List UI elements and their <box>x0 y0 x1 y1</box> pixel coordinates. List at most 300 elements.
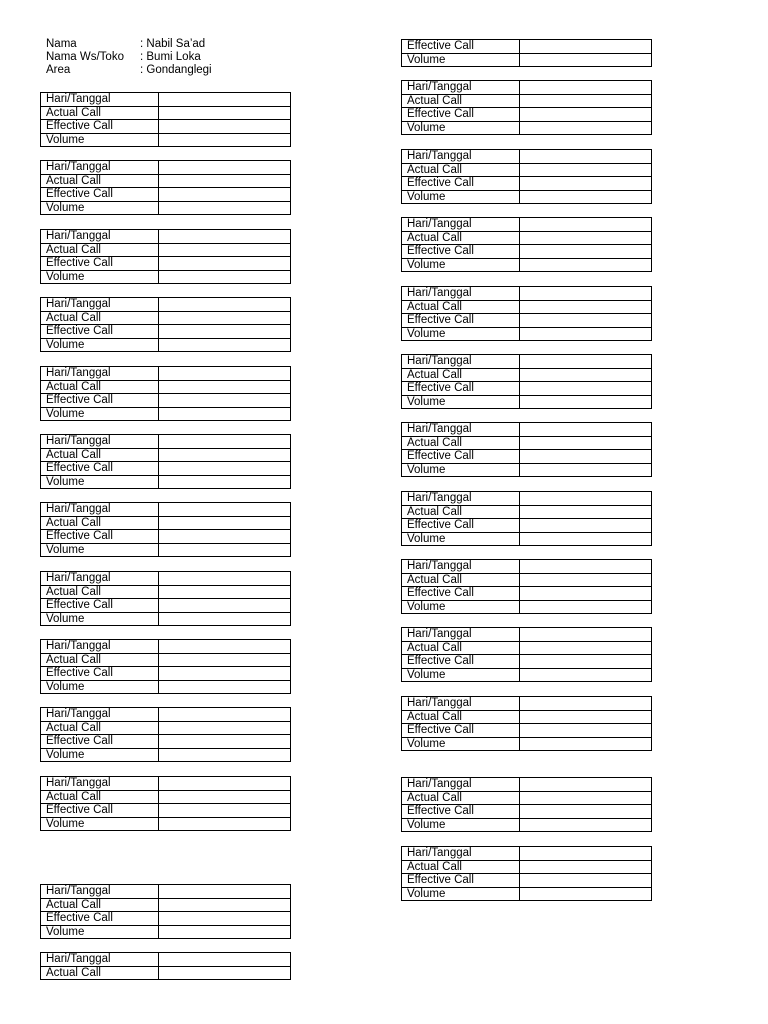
table-row <box>402 382 652 396</box>
call-log-table <box>401 777 652 832</box>
area-label: Area <box>46 64 71 76</box>
call-log-table <box>40 776 291 831</box>
identity-header <box>46 38 212 77</box>
row-value-cell[interactable] <box>159 804 291 818</box>
area-value: : Gondanglegi <box>140 64 212 76</box>
table-row <box>402 573 652 587</box>
table-row <box>402 108 652 122</box>
table-row <box>402 121 652 135</box>
table-row <box>402 641 652 655</box>
table-row <box>41 503 291 517</box>
table-row <box>41 462 291 476</box>
table-row <box>41 407 291 421</box>
table-row <box>402 300 652 314</box>
row-value-cell[interactable] <box>159 925 291 939</box>
store-row <box>46 51 212 64</box>
row-label: Volume <box>41 201 159 215</box>
row-label: Actual Call <box>402 641 520 655</box>
table-row <box>41 530 291 544</box>
row-value-cell[interactable] <box>159 503 291 517</box>
row-value-cell[interactable] <box>159 270 291 284</box>
row-label: Effective Call <box>402 655 520 669</box>
table-row <box>402 150 652 164</box>
row-label: Volume <box>41 133 159 147</box>
row-value-cell[interactable] <box>159 653 291 667</box>
row-value-cell[interactable] <box>520 587 652 601</box>
row-value-cell[interactable] <box>520 641 652 655</box>
row-value-cell[interactable] <box>159 898 291 912</box>
row-label: Effective Call <box>402 177 520 191</box>
row-value-cell[interactable] <box>159 133 291 147</box>
table-row <box>41 380 291 394</box>
table-row <box>402 887 652 901</box>
row-value-cell[interactable] <box>159 201 291 215</box>
row-value-cell[interactable] <box>159 298 291 312</box>
row-label: Actual Call <box>402 860 520 874</box>
row-value-cell[interactable] <box>520 492 652 506</box>
row-label: Actual Call <box>402 300 520 314</box>
table-row <box>41 612 291 626</box>
call-log-table <box>401 80 652 135</box>
row-label: Volume <box>41 338 159 352</box>
row-value-cell[interactable] <box>520 314 652 328</box>
row-value-cell[interactable] <box>520 382 652 396</box>
row-label: Effective Call <box>402 382 520 396</box>
table-row <box>402 532 652 546</box>
table-row <box>402 492 652 506</box>
row-label: Volume <box>402 121 520 135</box>
row-value-cell[interactable] <box>159 257 291 271</box>
row-value-cell[interactable] <box>520 655 652 669</box>
row-value-cell[interactable] <box>520 81 652 95</box>
table-row <box>41 325 291 339</box>
table-row <box>402 668 652 682</box>
row-label: Actual Call <box>41 448 159 462</box>
row-value-cell[interactable] <box>159 243 291 257</box>
table-row <box>41 572 291 586</box>
table-row <box>402 450 652 464</box>
row-value-cell[interactable] <box>159 367 291 381</box>
row-label: Volume <box>41 270 159 284</box>
row-label: Hari/Tanggal <box>402 150 520 164</box>
row-label: Effective Call <box>402 108 520 122</box>
row-label: Actual Call <box>41 966 159 980</box>
row-label: Actual Call <box>41 106 159 120</box>
table-row <box>41 367 291 381</box>
row-value-cell[interactable] <box>520 94 652 108</box>
row-value-cell[interactable] <box>520 436 652 450</box>
row-label: Volume <box>41 543 159 557</box>
row-value-cell[interactable] <box>159 448 291 462</box>
row-value-cell[interactable] <box>520 177 652 191</box>
row-value-cell[interactable] <box>520 150 652 164</box>
row-label: Actual Call <box>41 243 159 257</box>
table-row <box>402 258 652 272</box>
table-row <box>402 697 652 711</box>
row-value-cell[interactable] <box>520 805 652 819</box>
table-row <box>41 885 291 899</box>
call-log-table <box>401 217 652 272</box>
table-row <box>41 640 291 654</box>
table-row <box>402 245 652 259</box>
row-value-cell[interactable] <box>159 885 291 899</box>
row-value-cell[interactable] <box>520 327 652 341</box>
row-value-cell[interactable] <box>520 287 652 301</box>
call-log-table <box>40 92 291 147</box>
table-row <box>402 231 652 245</box>
row-label: Volume <box>41 925 159 939</box>
call-log-table <box>401 559 652 614</box>
row-value-cell[interactable] <box>159 612 291 626</box>
table-row <box>402 423 652 437</box>
row-value-cell[interactable] <box>520 628 652 642</box>
call-log-table <box>40 571 291 626</box>
row-value-cell[interactable] <box>159 435 291 449</box>
row-value-cell[interactable] <box>159 475 291 489</box>
table-row <box>41 748 291 762</box>
table-row <box>41 394 291 408</box>
table-row <box>41 120 291 134</box>
row-label: Actual Call <box>41 790 159 804</box>
table-row <box>41 898 291 912</box>
row-label: Volume <box>402 395 520 409</box>
row-value-cell[interactable] <box>520 245 652 259</box>
row-label: Effective Call <box>402 724 520 738</box>
row-value-cell[interactable] <box>159 777 291 791</box>
table-row <box>41 201 291 215</box>
row-label: Hari/Tanggal <box>402 560 520 574</box>
row-label: Actual Call <box>402 368 520 382</box>
row-value-cell[interactable] <box>159 174 291 188</box>
table-row <box>41 270 291 284</box>
row-label: Hari/Tanggal <box>41 435 159 449</box>
row-value-cell[interactable] <box>159 966 291 980</box>
row-label: Hari/Tanggal <box>41 230 159 244</box>
table-row <box>41 243 291 257</box>
row-label: Volume <box>41 748 159 762</box>
row-label: Hari/Tanggal <box>402 628 520 642</box>
store-value: : Bumi Loka <box>140 51 201 63</box>
row-value-cell[interactable] <box>159 380 291 394</box>
table-row <box>41 311 291 325</box>
row-value-cell[interactable] <box>520 505 652 519</box>
row-value-cell[interactable] <box>520 532 652 546</box>
row-value-cell[interactable] <box>159 721 291 735</box>
table-row <box>402 505 652 519</box>
row-value-cell[interactable] <box>159 817 291 831</box>
row-value-cell[interactable] <box>159 338 291 352</box>
row-value-cell[interactable] <box>520 573 652 587</box>
table-row <box>41 667 291 681</box>
table-row <box>402 53 652 67</box>
table-row <box>402 190 652 204</box>
row-label: Hari/Tanggal <box>402 81 520 95</box>
table-row <box>402 847 652 861</box>
table-row <box>402 628 652 642</box>
row-label: Volume <box>402 887 520 901</box>
call-log-table <box>401 696 652 751</box>
row-label: Actual Call <box>402 436 520 450</box>
row-value-cell[interactable] <box>159 748 291 762</box>
table-row <box>41 653 291 667</box>
row-label: Hari/Tanggal <box>402 697 520 711</box>
row-value-cell[interactable] <box>520 121 652 135</box>
row-value-cell[interactable] <box>520 818 652 832</box>
row-label: Hari/Tanggal <box>402 492 520 506</box>
row-value-cell[interactable] <box>159 462 291 476</box>
table-row <box>402 463 652 477</box>
row-label: Actual Call <box>402 163 520 177</box>
table-row <box>41 777 291 791</box>
row-label: Hari/Tanggal <box>41 708 159 722</box>
table-row <box>402 327 652 341</box>
store-label: Nama Ws/Toko <box>46 51 124 63</box>
row-label: Effective Call <box>41 257 159 271</box>
row-value-cell[interactable] <box>520 887 652 901</box>
row-value-cell[interactable] <box>520 710 652 724</box>
table-row <box>402 778 652 792</box>
area-row <box>46 64 212 77</box>
table-row <box>402 737 652 751</box>
name-value: : Nabil Sa’ad <box>140 38 206 50</box>
row-value-cell[interactable] <box>159 530 291 544</box>
call-log-table <box>40 502 291 557</box>
row-label: Effective Call <box>402 587 520 601</box>
call-log-table <box>40 952 291 980</box>
call-log-table <box>401 39 652 67</box>
row-label: Actual Call <box>41 311 159 325</box>
row-value-cell[interactable] <box>159 407 291 421</box>
row-value-cell[interactable] <box>159 667 291 681</box>
row-value-cell[interactable] <box>520 423 652 437</box>
table-row <box>41 188 291 202</box>
row-value-cell[interactable] <box>520 450 652 464</box>
row-value-cell[interactable] <box>520 697 652 711</box>
row-value-cell[interactable] <box>520 53 652 67</box>
row-label: Hari/Tanggal <box>41 777 159 791</box>
table-row <box>402 587 652 601</box>
row-label: Effective Call <box>402 874 520 888</box>
table-row <box>402 710 652 724</box>
row-value-cell[interactable] <box>520 190 652 204</box>
row-label: Hari/Tanggal <box>41 298 159 312</box>
row-value-cell[interactable] <box>520 668 652 682</box>
row-value-cell[interactable] <box>159 790 291 804</box>
row-value-cell[interactable] <box>520 737 652 751</box>
row-label: Hari/Tanggal <box>402 778 520 792</box>
table-row <box>41 174 291 188</box>
row-label: Hari/Tanggal <box>402 355 520 369</box>
row-label: Effective Call <box>41 120 159 134</box>
table-row <box>402 40 652 54</box>
row-value-cell[interactable] <box>159 516 291 530</box>
row-value-cell[interactable] <box>520 600 652 614</box>
table-row <box>402 791 652 805</box>
table-row <box>402 314 652 328</box>
row-value-cell[interactable] <box>159 325 291 339</box>
table-row <box>402 94 652 108</box>
row-label: Hari/Tanggal <box>402 847 520 861</box>
row-label: Volume <box>402 327 520 341</box>
call-log-table <box>40 160 291 215</box>
row-value-cell[interactable] <box>159 543 291 557</box>
row-value-cell[interactable] <box>520 218 652 232</box>
row-value-cell[interactable] <box>520 778 652 792</box>
table-row <box>41 257 291 271</box>
row-value-cell[interactable] <box>159 572 291 586</box>
row-label: Volume <box>402 190 520 204</box>
row-value-cell[interactable] <box>159 120 291 134</box>
row-value-cell[interactable] <box>520 724 652 738</box>
row-label: Actual Call <box>41 653 159 667</box>
row-label: Effective Call <box>402 450 520 464</box>
row-value-cell[interactable] <box>520 463 652 477</box>
row-label: Volume <box>402 53 520 67</box>
call-log-table <box>40 297 291 352</box>
row-label: Volume <box>41 817 159 831</box>
row-label: Actual Call <box>41 898 159 912</box>
row-value-cell[interactable] <box>159 394 291 408</box>
row-value-cell[interactable] <box>520 40 652 54</box>
row-label: Volume <box>402 668 520 682</box>
row-value-cell[interactable] <box>159 735 291 749</box>
table-row <box>41 230 291 244</box>
row-value-cell[interactable] <box>159 680 291 694</box>
row-label: Effective Call <box>41 735 159 749</box>
call-log-table <box>40 639 291 694</box>
row-value-cell[interactable] <box>520 519 652 533</box>
table-row <box>41 161 291 175</box>
row-label: Actual Call <box>402 94 520 108</box>
row-value-cell[interactable] <box>520 860 652 874</box>
row-value-cell[interactable] <box>520 258 652 272</box>
row-label: Effective Call <box>41 804 159 818</box>
table-row <box>41 966 291 980</box>
row-label: Effective Call <box>41 188 159 202</box>
table-row <box>41 721 291 735</box>
table-row <box>402 600 652 614</box>
row-label: Actual Call <box>41 174 159 188</box>
row-label: Hari/Tanggal <box>41 885 159 899</box>
name-label: Nama <box>46 38 77 50</box>
row-value-cell[interactable] <box>159 640 291 654</box>
table-row <box>402 81 652 95</box>
row-value-cell[interactable] <box>159 311 291 325</box>
table-row <box>402 177 652 191</box>
row-label: Volume <box>402 463 520 477</box>
table-row <box>402 655 652 669</box>
table-row <box>41 680 291 694</box>
table-row <box>41 817 291 831</box>
row-label: Hari/Tanggal <box>41 161 159 175</box>
call-log-table <box>40 229 291 284</box>
row-label: Hari/Tanggal <box>41 93 159 107</box>
row-label: Volume <box>402 737 520 751</box>
row-label: Actual Call <box>41 585 159 599</box>
row-value-cell[interactable] <box>520 395 652 409</box>
row-value-cell[interactable] <box>159 161 291 175</box>
row-value-cell[interactable] <box>520 847 652 861</box>
row-value-cell[interactable] <box>159 708 291 722</box>
row-value-cell[interactable] <box>520 560 652 574</box>
row-value-cell[interactable] <box>159 912 291 926</box>
table-row <box>402 560 652 574</box>
table-row <box>41 516 291 530</box>
row-value-cell[interactable] <box>159 93 291 107</box>
call-log-table <box>40 366 291 421</box>
row-value-cell[interactable] <box>159 188 291 202</box>
row-label: Effective Call <box>41 325 159 339</box>
row-label: Actual Call <box>402 791 520 805</box>
table-row <box>41 543 291 557</box>
row-label: Volume <box>41 475 159 489</box>
row-value-cell[interactable] <box>520 791 652 805</box>
table-row <box>402 218 652 232</box>
row-value-cell[interactable] <box>520 874 652 888</box>
row-value-cell[interactable] <box>159 230 291 244</box>
row-label: Hari/Tanggal <box>41 503 159 517</box>
row-value-cell[interactable] <box>520 231 652 245</box>
call-log-table <box>40 884 291 939</box>
row-label: Hari/Tanggal <box>402 287 520 301</box>
table-row <box>41 708 291 722</box>
row-label: Effective Call <box>402 519 520 533</box>
table-row <box>41 804 291 818</box>
table-row <box>402 355 652 369</box>
name-row <box>46 38 212 51</box>
call-log-table <box>401 354 652 409</box>
row-value-cell[interactable] <box>520 355 652 369</box>
row-value-cell[interactable] <box>520 108 652 122</box>
row-label: Volume <box>402 532 520 546</box>
row-label: Effective Call <box>41 912 159 926</box>
call-log-table <box>40 707 291 762</box>
table-row <box>41 338 291 352</box>
row-label: Actual Call <box>41 721 159 735</box>
table-row <box>402 818 652 832</box>
row-label: Actual Call <box>402 505 520 519</box>
table-row <box>41 912 291 926</box>
call-log-table <box>401 149 652 204</box>
row-value-cell[interactable] <box>520 163 652 177</box>
row-label: Hari/Tanggal <box>41 640 159 654</box>
row-value-cell[interactable] <box>520 300 652 314</box>
row-label: Actual Call <box>402 710 520 724</box>
row-value-cell[interactable] <box>159 953 291 967</box>
row-value-cell[interactable] <box>159 106 291 120</box>
table-row <box>41 448 291 462</box>
table-row <box>41 106 291 120</box>
table-row <box>402 368 652 382</box>
row-label: Effective Call <box>402 314 520 328</box>
row-label: Hari/Tanggal <box>41 953 159 967</box>
row-label: Effective Call <box>402 245 520 259</box>
table-row <box>41 435 291 449</box>
row-label: Volume <box>41 612 159 626</box>
row-label: Actual Call <box>41 516 159 530</box>
row-label: Actual Call <box>41 380 159 394</box>
row-value-cell[interactable] <box>520 368 652 382</box>
table-row <box>402 436 652 450</box>
row-label: Effective Call <box>402 40 520 54</box>
row-label: Hari/Tanggal <box>41 367 159 381</box>
row-value-cell[interactable] <box>159 585 291 599</box>
table-row <box>402 163 652 177</box>
table-row <box>41 93 291 107</box>
table-row <box>41 953 291 967</box>
row-label: Effective Call <box>41 667 159 681</box>
row-value-cell[interactable] <box>159 599 291 613</box>
